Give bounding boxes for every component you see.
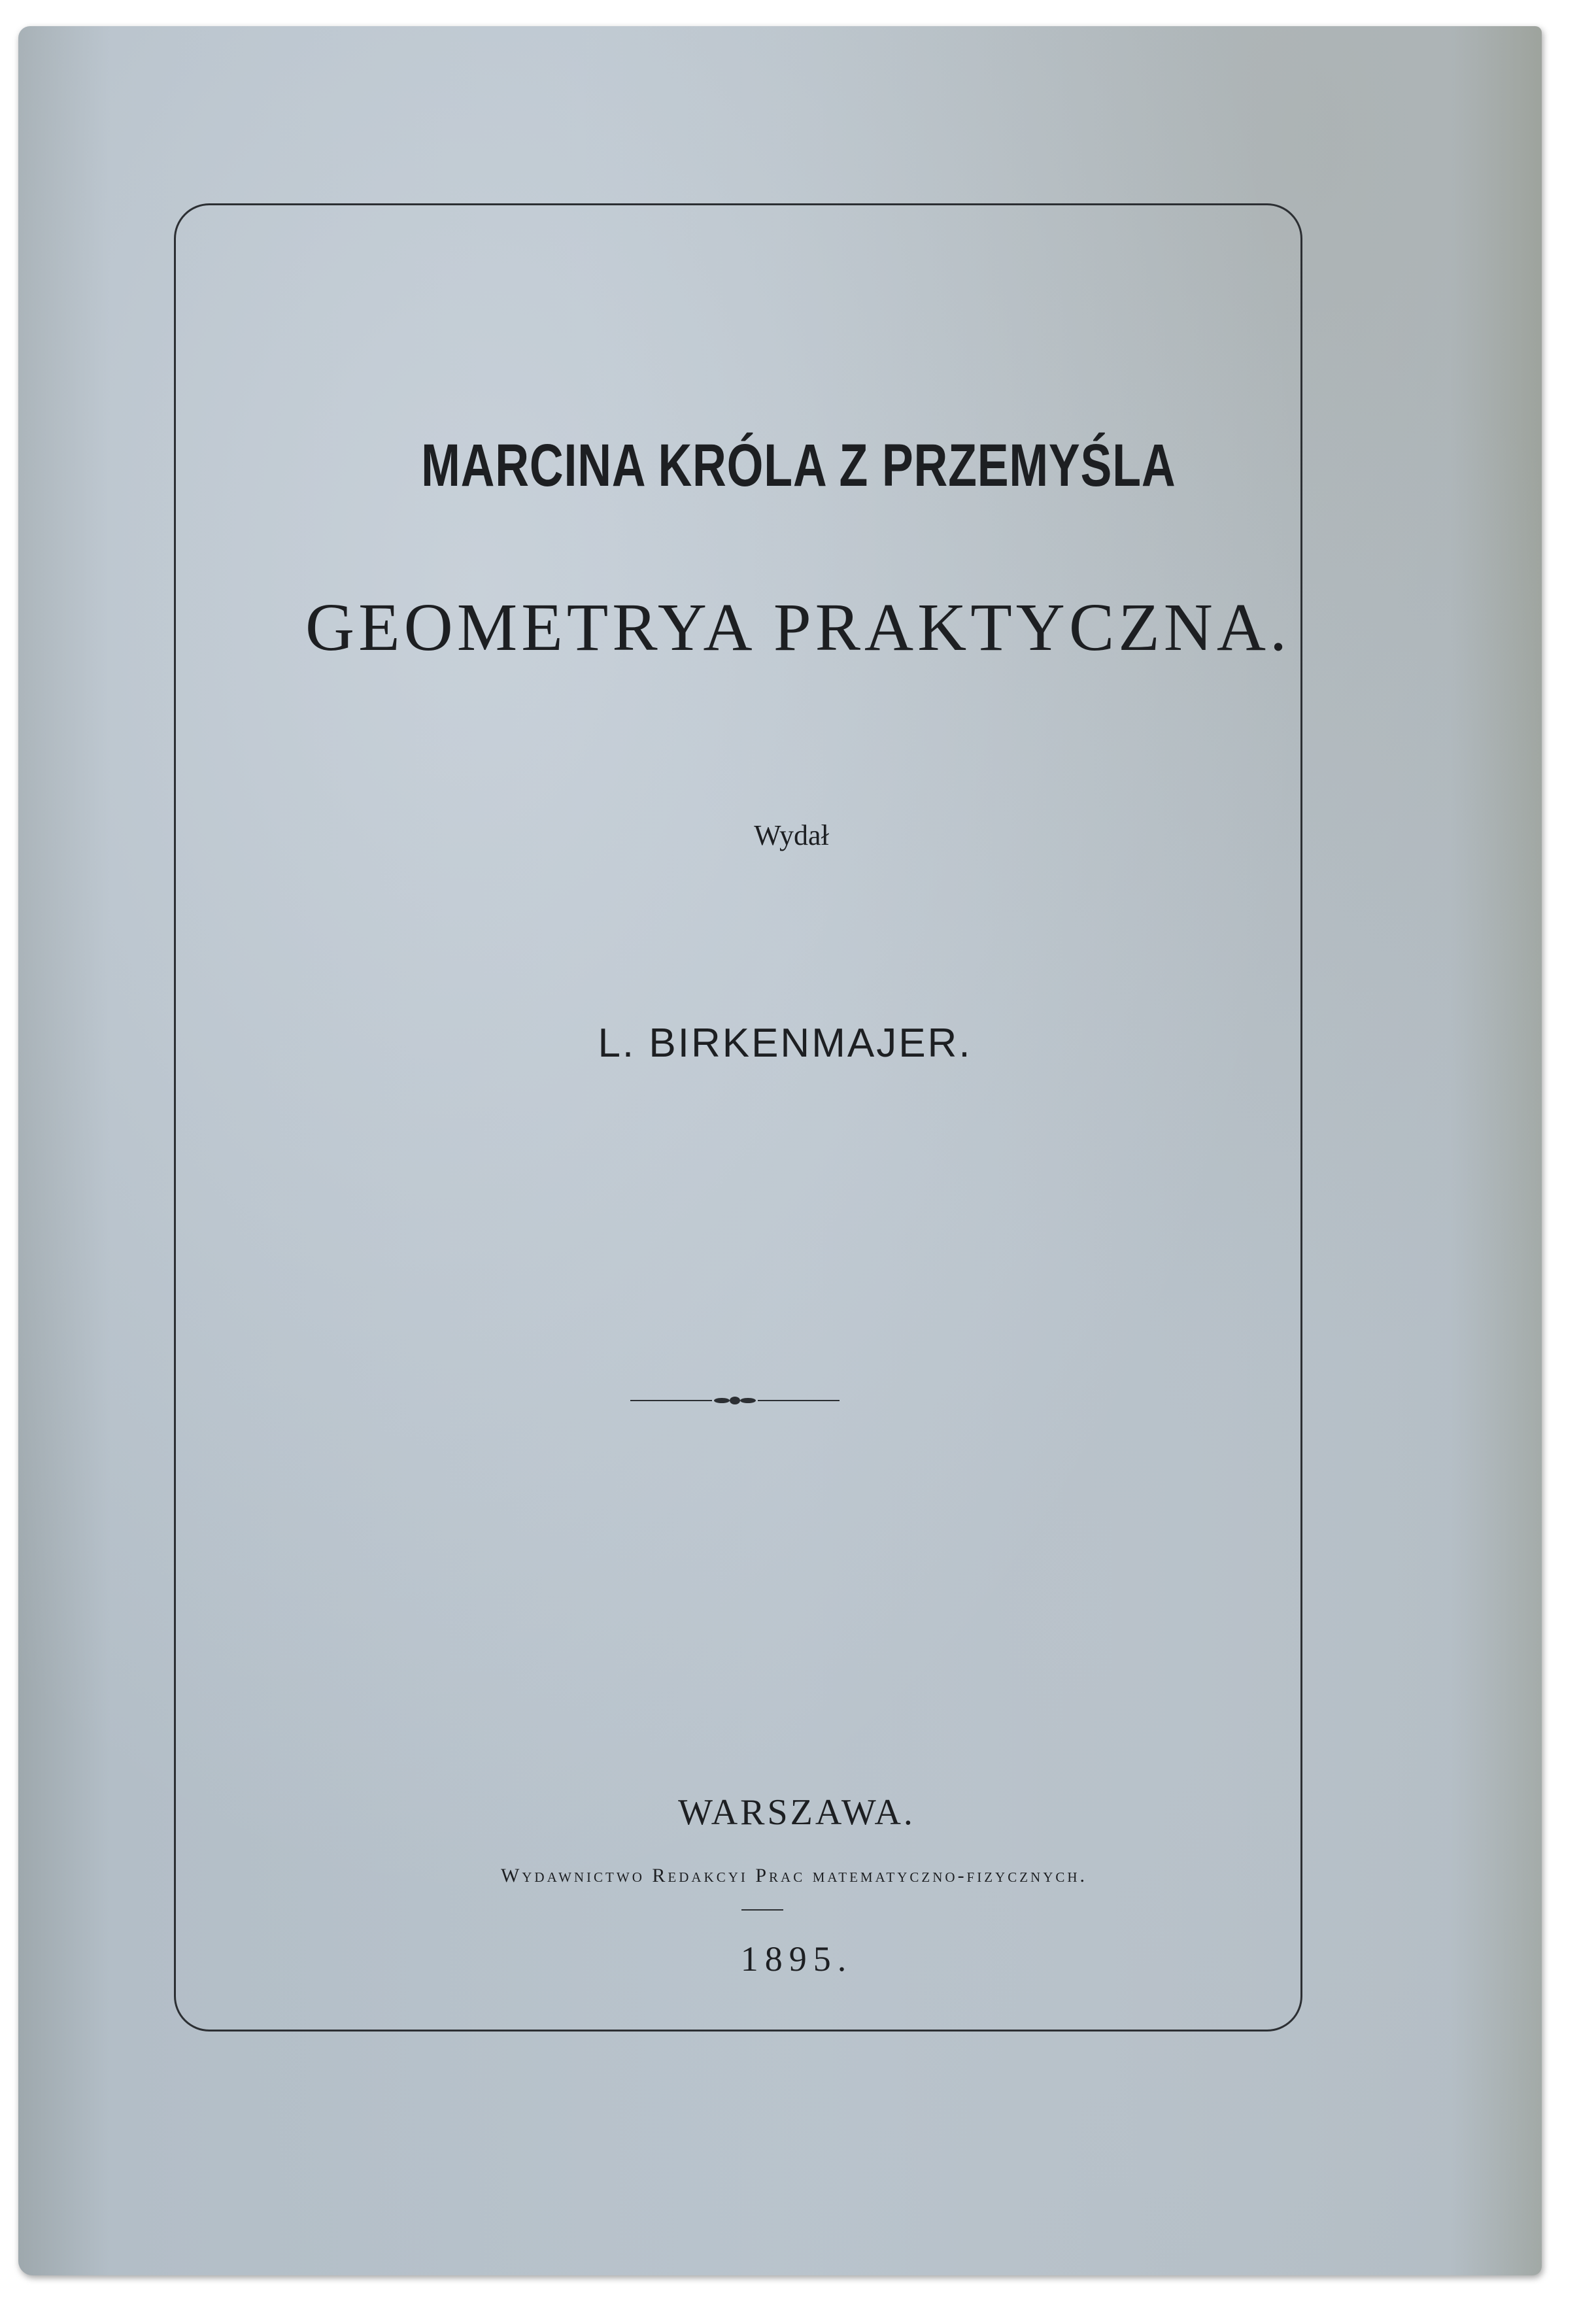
publisher-line: Wydawnictwo Redakcyi Prac matematyczno-fizycznych. <box>500 1865 1088 1886</box>
publication-year: 1895. <box>740 1939 853 1979</box>
editor-name: L. BIRKENMAJER. <box>598 1021 972 1066</box>
title-author: MARCINA KRÓLA Z PRZEMYŚLA <box>421 432 1176 499</box>
short-rule <box>741 1909 783 1911</box>
ornament-divider-icon <box>630 1394 840 1407</box>
publication-city: WARSZAWA. <box>678 1792 915 1833</box>
title-main: GEOMETRYA PRAKTYCZNA. <box>305 590 1291 665</box>
editor-label: Wydał <box>754 819 829 851</box>
